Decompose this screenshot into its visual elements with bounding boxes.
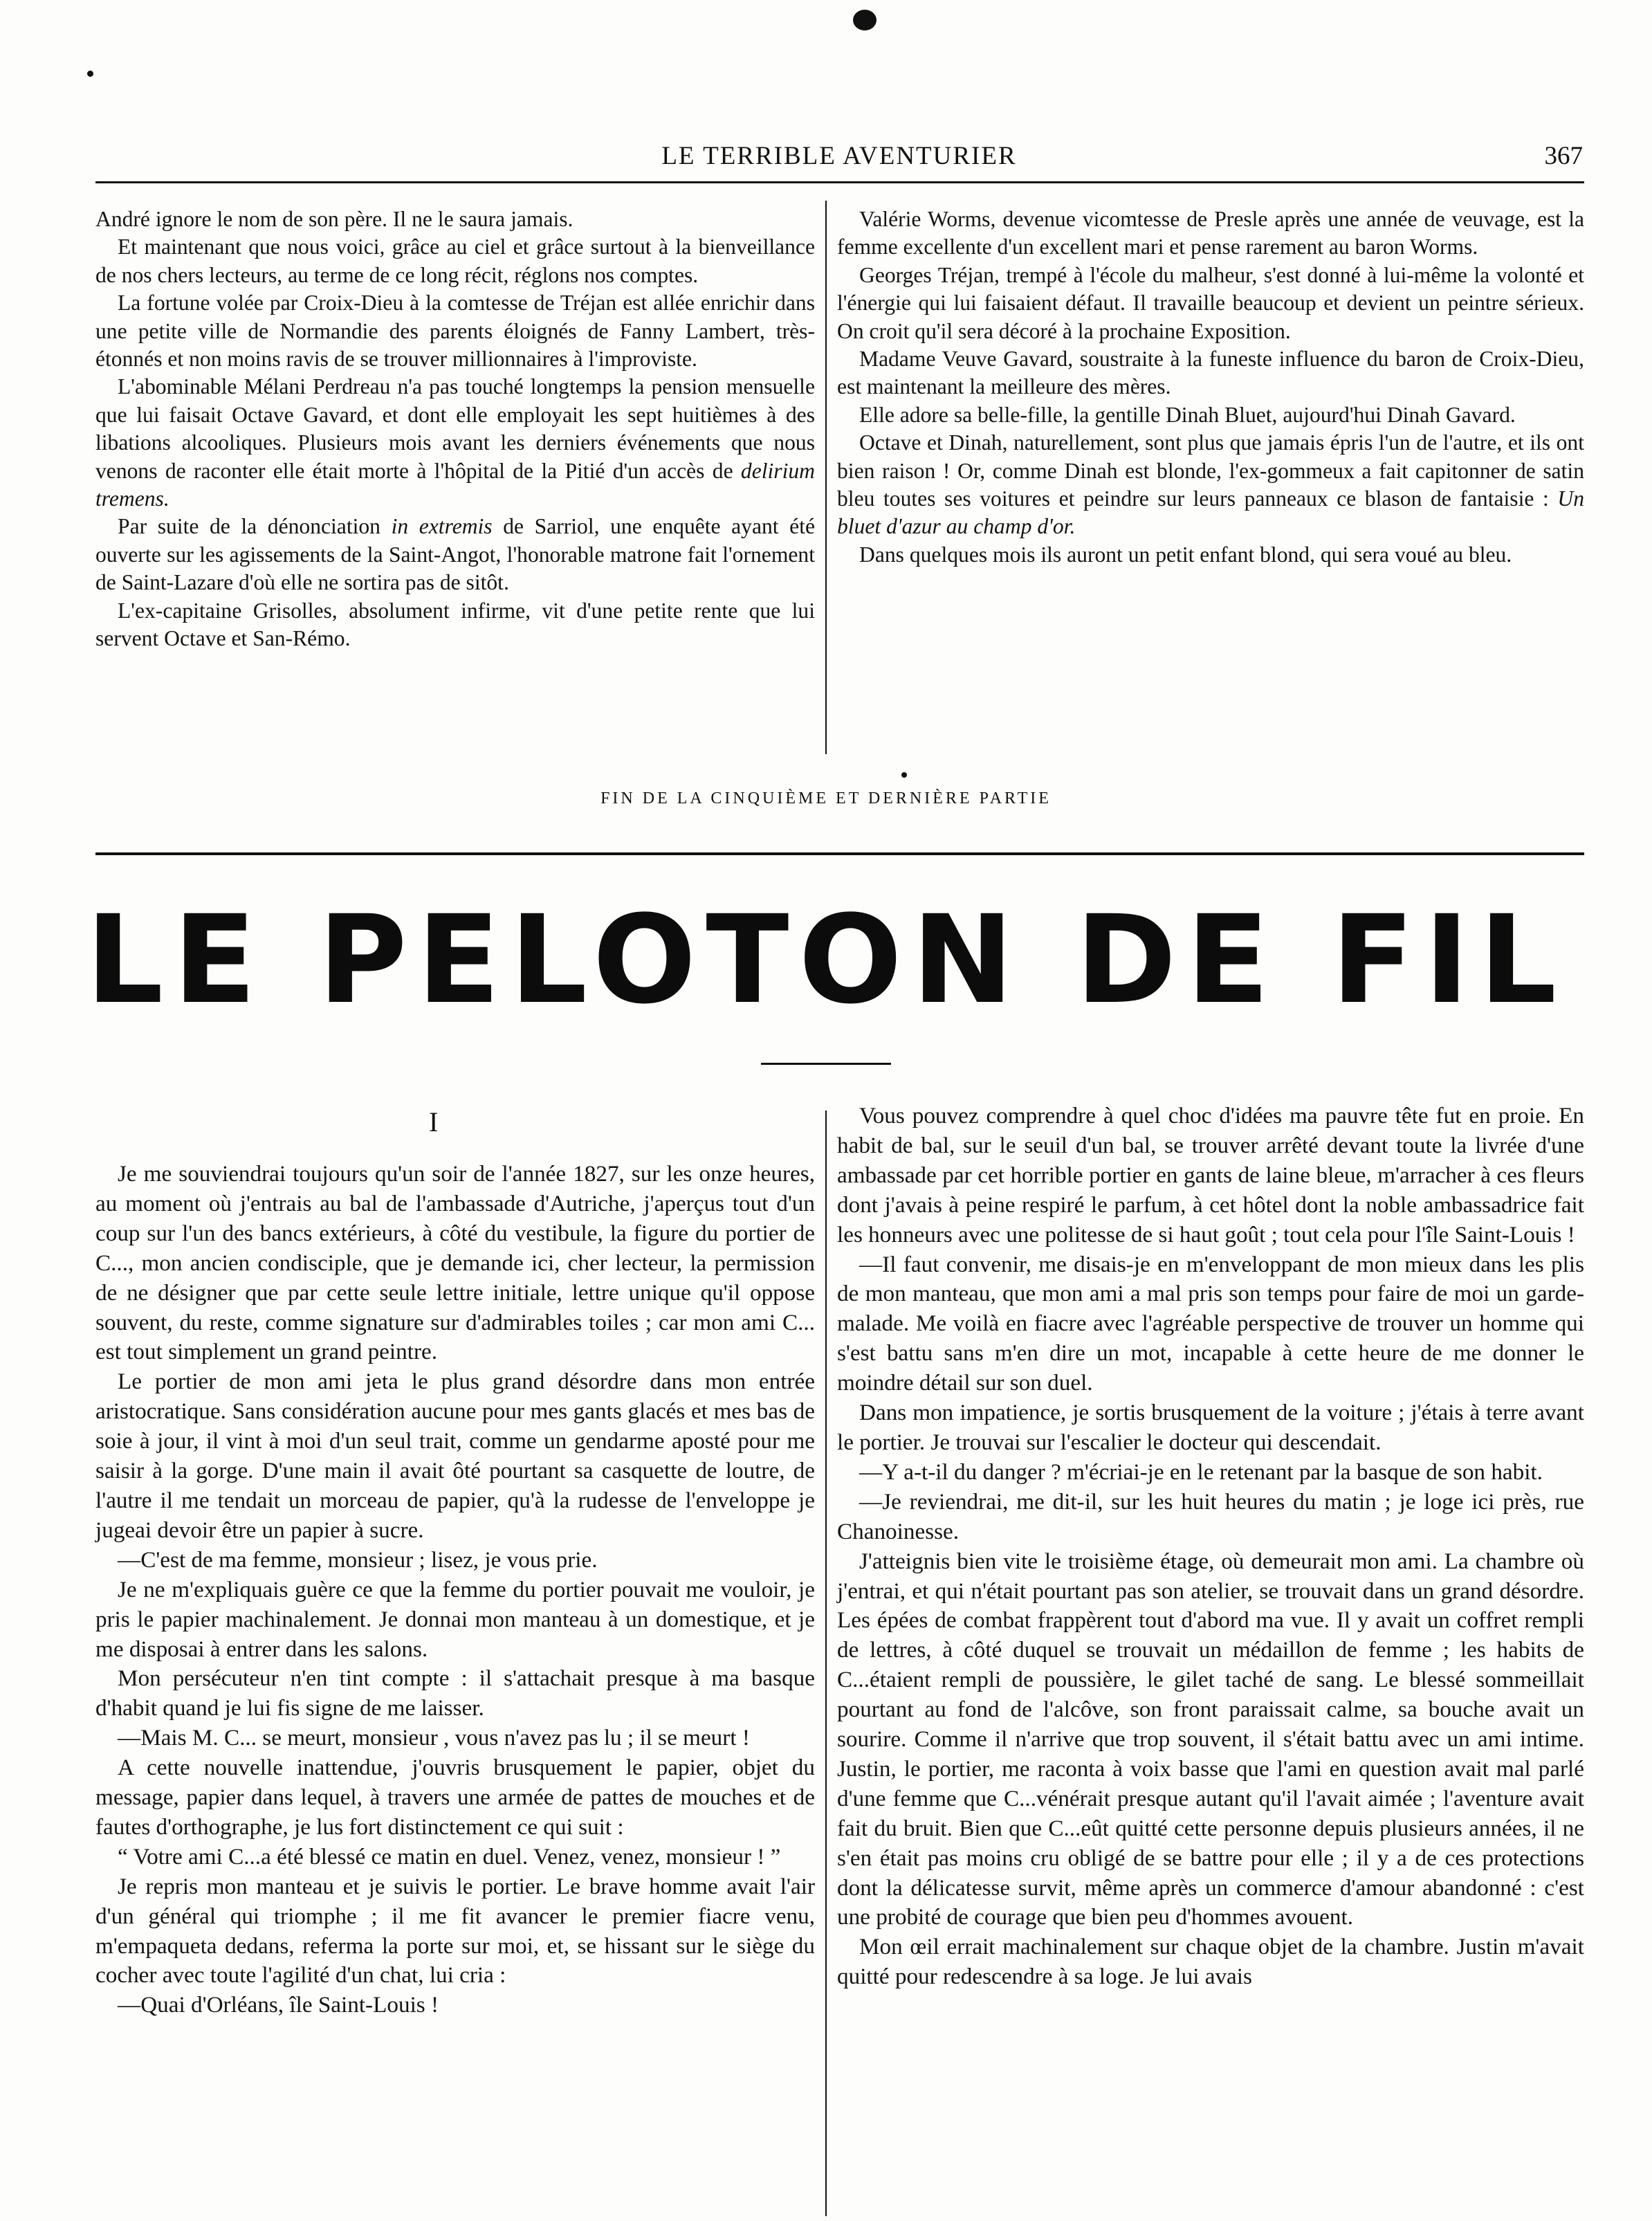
section-rule <box>95 852 1584 855</box>
paragraph: Le portier de mon ami jeta le plus grand désordre dans mon entrée aristocratique. Sans considération aucune pour mes gants glacés et mes bas de soie à jour, il vint à moi d'un seul trait, comme un gendarme aposté pour me saisir à la gorge. D'une main il avait ôté pourtant sa casquette de loutre, de l'autre il me tendait un morceau de papier, qu'à la rudesse de l'enveloppe je jugeai devoir être un papier à sucre. <box>95 1369 815 1543</box>
story-title: LE PELOTON DE FIL <box>85 889 1567 1031</box>
italic-phrase: in extremis <box>391 514 493 539</box>
text-run: Par suite de la dénonciation <box>118 514 380 539</box>
paragraph: La fortune volée par Croix-Dieu à la comtesse de Tréjan est allée enrichir dans une petite ville de Normandie des parents éloignés de Fanny Lambert, très-étonnés et non moins ravis de se trouver millionnaires à l'improviste. <box>95 291 815 372</box>
paragraph: Dans mon impatience, je sortis brusquement de la voiture ; j'étais à terre avant le portier. Je trouvai sur l'escalier le docteur qui descendait. <box>837 1400 1584 1455</box>
paragraph: “ Votre ami C...a été blessé ce matin en duel. Venez, venez, monsieur ! ” <box>118 1843 781 1870</box>
text-run: de Sarriol, une enquête ayant été ouverte sur les agissements de la Saint-Angot, l'honorable matrone fait l'ornement de Saint-Lazare d'où elle ne sortira pas de sitôt. <box>95 514 815 595</box>
end-of-part-note: FIN DE LA CINQUIÈME ET DERNIÈRE PARTIE <box>600 789 1052 807</box>
paragraph: —Y a-t-il du danger ? m'écriai-je en le retenant par la basque de son habit. <box>859 1459 1543 1485</box>
paragraph: Georges Tréjan, trempé à l'école du malheur, s'est donné à lui-même la volonté et l'énergie qui lui faisaient défaut. Il travaille beaucoup et devient un peintre sérieux. On croit qu'il sera décoré à la prochaine Exposition. <box>837 262 1584 343</box>
ink-dot-center <box>901 772 907 778</box>
paragraph: L'ex-capitaine Grisolles, absolument infirme, vit d'une petite rente que lui servent Octave et San-Rémo. <box>95 598 815 651</box>
paragraph: Et maintenant que nous voici, grâce au ciel et grâce surtout à la bienveillance de nos chers lecteurs, au terme de ce long récit, réglons nos comptes. <box>95 235 815 287</box>
paragraph: Je ne m'expliquais guère ce que la femme du portier pouvait me vouloir, je pris le papier machinalement. Je donnai mon manteau à un domestique, et je me disposai à entrer dans les salons. <box>95 1576 815 1662</box>
paragraph: Mon œil errait machinalement sur chaque objet de la chambre. Justin m'avait quitté pour redescendre à sa loge. Je lui avais <box>837 1934 1584 1990</box>
text-run: Octave et Dinah, naturellement, sont plus que jamais épris l'un de l'autre, et ils ont bien raison ! Or, comme Dinah est blonde, l'ex-gommeux a fait capitonner de satin bleu toutes ses voitures et peindre sur leurs panneaux ce blason de fantaisie : <box>837 430 1584 511</box>
paragraph: —Il faut convenir, me disais-je en m'enveloppant de mon mieux dans les plis de mon manteau, que mon ami a mal pris son temps pour faire de moi un garde-malade. Me voilà en fiacre avec l'agréable perspective de trouver un homme qui s'est battu sans m'en dire un mot, incapable à cette heure de me donner le moindre détail sur son duel. <box>837 1251 1584 1396</box>
story-right-column <box>837 1102 1584 1992</box>
title-underline <box>761 1063 891 1065</box>
ink-dot-margin <box>87 71 93 77</box>
paragraph <box>95 513 815 596</box>
paragraph: Valérie Worms, devenue vicomtesse de Presle après une année de veuvage, est la femme excellente d'un excellent mari et pense rarement au baron Worms. <box>837 207 1584 259</box>
chapter-number: I <box>429 1106 439 1137</box>
running-title: LE TERRIBLE AVENTURIER <box>661 142 1017 170</box>
paragraph: A cette nouvelle inattendue, j'ouvris brusquement le papier, objet du message, papier dans lequel, à travers une armée de pattes de mouches et de fautes d'orthographe, je lus fort distinctement ce qui suit : <box>95 1755 815 1840</box>
paragraph: Vous pouvez comprendre à quel choc d'idées ma pauvre tête fut en proie. En habit de bal, sur le seuil d'un bal, se trouver arrêté devant toute la livrée d'une ambassade par cet horrible portier en gants de laine bleue, m'arracher à ces fleurs dont j'avais à peine respiré le parfum, à cet hôtel dont la noble ambassadrice fait les honneurs avec une politesse de si haut goût ; tout cela pour l'île Saint-Louis ! <box>837 1103 1584 1247</box>
paragraph: —Je reviendrai, me dit-il, sur les huit heures du matin ; je loge ici près, rue Chanoinesse. <box>837 1488 1584 1544</box>
paragraph: —Mais M. C... se meurt, monsieur , vous n'avez pas lu ; il se meurt ! <box>118 1725 750 1751</box>
paragraph: Je repris mon manteau et je suivis le portier. Le brave homme avait l'air d'un général qui triomphe ; il me fit avancer le premier fiacre venu, m'empaqueta dedans, referma la porte sur moi, et, se hissant sur le siège du cocher avec toute l'agilité d'un chat, lui cria : <box>95 1873 815 1989</box>
paragraph: Mon persécuteur n'en tint compte : il s'attachait presque à ma basque d'habit quand je lui fis signe de me laisser. <box>95 1665 815 1721</box>
previous-story-left-column <box>95 205 815 653</box>
paragraph <box>95 373 815 513</box>
italic-phrase: delirium tremens. <box>95 458 815 511</box>
paragraph <box>837 429 1584 541</box>
paragraph: —C'est de ma femme, monsieur ; lisez, je vous prie. <box>118 1546 598 1573</box>
paragraph: Je me souviendrai toujours qu'un soir de l'année 1827, sur les onze heures, au moment où j'entrais au bal de l'ambassade d'Autriche, j'aperçus tout d'un coup sur l'un des bancs extérieurs, à côté du vestibule, la figure du portier de C..., mon ancien condisciple, que je demande ici, cher lecteur, la permission de ne désigner que par cette seule lettre initiale, lettre unique qu'il oppose souvent, du reste, comme signature sur d'admirables toiles ; car mon ami C... est tout simplement un grand peintre. <box>95 1161 815 1365</box>
column-divider-top <box>825 201 827 754</box>
paragraph: —Quai d'Orléans, île Saint-Louis ! <box>118 1992 439 2018</box>
page-number: 367 <box>1544 142 1583 170</box>
paragraph: André ignore le nom de son père. Il ne le saura jamais. <box>95 207 573 231</box>
paragraph: Madame Veuve Gavard, soustraite à la funeste influence du baron de Croix-Dieu, est maintenant la meilleure des mères. <box>837 347 1584 399</box>
story-left-column <box>95 1160 815 2020</box>
column-divider-bottom <box>825 1110 827 2216</box>
paragraph: J'atteignis bien vite le troisième étage, où demeurait mon ami. La chambre où j'entrai, et qui n'était pourtant pas son atelier, se trouvait dans un grand désordre. Les épées de combat frappèrent tout d'abord ma vue. Il y avait un coffret rempli de lettres, à côté duquel se trouvait un médaillon de femme ; les habits de C...étaient rempli de poussière, le gilet taché de sang. Le blessé sommeillait pourtant au fond de l'alcôve, son front paraissait calme, sa bouche avait un sourire. Comme il n'arrive que trop souvent, il s'était battu avec un ami intime. Justin, le portier, me raconta à voix basse que l'ami en question avait mal parlé d'une femme que C...vénérait presque autant qu'il l'avait aimée ; l'aventure avait fait du bruit. Bien que C...eût quitté cette personne depuis plusieurs années, il ne s'en était pas moins cru obligé de se battre pour elle ; il y a de ces protections dont la délicatesse survit, même après un commerce d'amour abandonné : c'est une probité de courage que bien peu d'hommes avouent. <box>837 1548 1584 1930</box>
paragraph: Elle adore sa belle-fille, la gentille Dinah Bluet, aujourd'hui Dinah Gavard. <box>859 402 1516 427</box>
ink-blot-top <box>853 10 877 30</box>
page-header <box>95 137 1583 176</box>
header-rule <box>95 181 1584 183</box>
italic-phrase: Un bluet d'azur au champ d'or. <box>837 486 1584 539</box>
text-run: L'abominable Mélani Perdreau n'a pas touché longtemps la pension mensuelle que lui faisait Octave Gavard, et dont elle employait les sept huitièmes à des libations alcooliques. Plusieurs mois avant les derniers événements que nous venons de raconter elle était morte à l'hôpital de la Pitié d'un accès de <box>95 374 815 483</box>
paragraph: Dans quelques mois ils auront un petit enfant blond, qui sera voué au bleu. <box>859 542 1512 567</box>
previous-story-right-column <box>837 205 1584 569</box>
